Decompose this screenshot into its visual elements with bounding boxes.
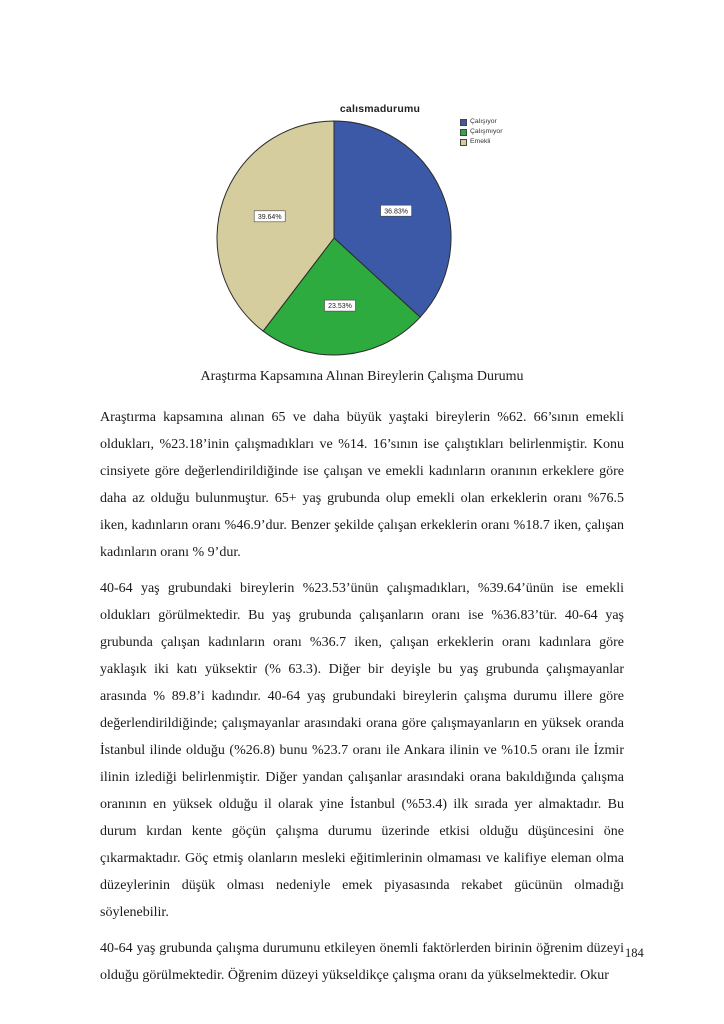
legend-swatch-icon — [460, 119, 467, 126]
paragraph-2: 40-64 yaş grubundaki bireylerin %23.53’ünün çalışmadıkları, %39.64’ünün ise emekli oldukları görülmektedir. Bu yaş grubunda çalışanların oranı ise %36.83’tür. 40-64 yaş grubunda çalışan kadınların oranı %36.7 iken, çalışan erkeklerin oranı kadınlara göre yaklaşık iki katı yüksektir (% 63.3). Diğer bir deyişle bu yaş grubunda çalışmayanlar arasında % 89.8’i kadındır. 40-64 yaş grubundaki bireylerin çalışma durumu illere göre değerlendirildiğinde; çalışmayanlar arasındaki orana göre çalışmayanların en yüksek oranda İstanbul ilinde olduğu (%26.8) bunu %23.7 oranı ile Ankara ilinin ve %10.5 oranı ile İzmir ilinin izlediği belirlenmiştir. Diğer yandan çalışanlar arasındaki orana bakıldığında çalışma oranının en yüksek olduğu il olarak yine İstanbul (%53.4) ilk sırada yer almaktadır. Bu durum kırdan kente göçün çalışma durumu üzerinde etkisi olduğu düşüncesini öne çıkarmaktadır. Göç etmiş olanların mesleki eğitimlerinin olmaması ve kalifiye eleman olma düzeylerinin düşük olması nedeniyle emek piyasasında rekabet gücünün olmadığı söylenebilir. — [100, 581, 624, 920]
legend-label: Çalışmıyor — [470, 128, 503, 135]
chart-title: calısmadurumu — [339, 103, 421, 115]
legend-swatch-icon — [460, 139, 467, 146]
legend-item — [460, 117, 502, 127]
figure-caption: Araştırma Kapsamına Alınan Bireylerin Çalışma Durumu — [200, 369, 524, 384]
legend-item — [460, 137, 502, 147]
paragraph-1: Araştırma kapsamına alınan 65 ve daha büyük yaştaki bireylerin %62. 66’sının emekli oldukları, %23.18’inin çalışmadıkları ve %14. 16’sının ise çalıştıkları belirlenmiştir. Konu cinsiyete göre değerlendirildiğinde ise çalışan ve emekli kadınların oranının erkeklere göre daha az olduğu bulunmuştur. 65+ yaş grubunda olup emekli olan erkeklerin oranı %76.5 iken, kadınların oranı %46.9’dur. Benzer şekilde çalışan erkeklerin oranı %18.7 iken, çalışan kadınların oranı % 9’dur. — [100, 410, 624, 560]
body-text — [100, 404, 624, 998]
slice-value-label: 23.53% — [328, 303, 352, 311]
legend-item — [460, 127, 502, 137]
slice-value-label: 39.64% — [257, 213, 282, 221]
pie-chart — [214, 118, 454, 358]
page-number: 184 — [625, 946, 644, 960]
paragraph-3: 40-64 yaş grubunda çalışma durumunu etkileyen önemli faktörlerden birinin öğrenim düzeyi olduğu görülmektedir. Öğrenim düzeyi yükseldikçe çalışma oranı da yükselmektedir. Okur — [100, 941, 624, 983]
slice-value-label: 36.83% — [384, 208, 408, 216]
legend-label: Çalışıyor — [470, 118, 497, 125]
legend-swatch-icon — [460, 129, 467, 136]
chart-legend — [460, 117, 502, 147]
legend-label: Emekli — [470, 138, 491, 145]
